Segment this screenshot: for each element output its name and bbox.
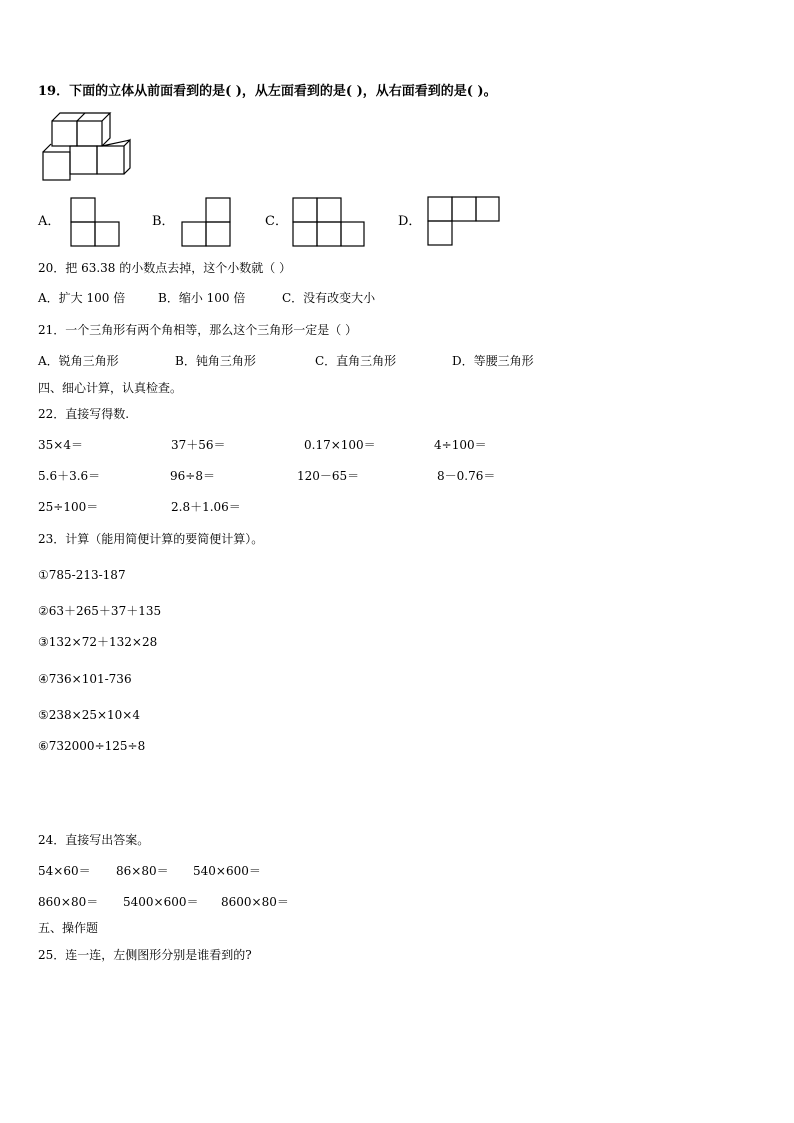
q24-item: 86×80＝: [116, 864, 169, 878]
q24-item: 540×600＝: [193, 864, 261, 878]
q19-option-c-label: C．: [265, 214, 288, 229]
q22-item: 25÷100＝: [38, 500, 99, 514]
q22-item: 37＋56＝: [171, 438, 226, 452]
q20-option-c: C．没有改变大小: [282, 291, 376, 305]
q22-stem: 22．直接写得数.: [38, 407, 130, 421]
q21-option-c: C．直角三角形: [315, 354, 397, 368]
q23-item: ①785-213-187: [38, 568, 126, 582]
q19-option-a-figure: [70, 197, 120, 247]
q21-stem: 21．一个三角形有两个角相等，那么这个三角形一定是（ ）: [38, 323, 358, 337]
q23-item: ④736×101-736: [38, 672, 132, 686]
q19-option-d-label: D．: [398, 214, 422, 229]
q23-item: ⑥732000÷125÷8: [38, 739, 146, 753]
q19-stem: 19．下面的立体从前面看到的是( )，从左面看到的是( )，从右面看到的是( )。: [38, 84, 497, 99]
q24-item: 5400×600＝: [123, 895, 199, 909]
q23-item: ②63＋265＋37＋135: [38, 604, 162, 618]
q23-item: ⑤238×25×10×4: [38, 708, 140, 722]
q22-item: 5.6＋3.6＝: [38, 469, 101, 483]
q24-item: 860×80＝: [38, 895, 99, 909]
q22-item: 8－0.76＝: [437, 469, 496, 483]
q22-item: 35×4＝: [38, 438, 83, 452]
q20-stem: 20．把 63.38 的小数点去掉，这个小数就（ ）: [38, 261, 292, 275]
q22-item: 120－65＝: [297, 469, 360, 483]
q24-item: 8600×80＝: [221, 895, 289, 909]
q24-item: 54×60＝: [38, 864, 91, 878]
q19-option-c-figure: [292, 197, 365, 247]
q25-stem: 25．连一连，左侧图形分别是谁看到的?: [38, 948, 252, 962]
q23-item: ③132×72＋132×28: [38, 635, 158, 649]
q19-option-b-label: B．: [152, 214, 175, 229]
q19-option-b-figure: [181, 197, 231, 247]
q22-item: 0.17×100＝: [304, 438, 376, 452]
cube-solid-figure: [40, 112, 135, 184]
q20-option-a: A．扩大 100 倍: [38, 291, 126, 305]
q22-item: 2.8＋1.06＝: [171, 500, 241, 514]
q20-option-b: B．缩小 100 倍: [158, 291, 246, 305]
q23-stem: 23．计算（能用简便计算的要简便计算）。: [38, 532, 264, 546]
section-4-heading: 四、细心计算，认真检查。: [38, 381, 183, 395]
q22-item: 96÷8＝: [170, 469, 215, 483]
q21-option-b: B．钝角三角形: [175, 354, 256, 368]
q21-option-a: A．锐角三角形: [38, 354, 119, 368]
section-5-heading: 五、操作题: [38, 921, 99, 935]
q21-option-d: D．等腰三角形: [452, 354, 534, 368]
q19-option-d-figure: [427, 196, 500, 246]
q24-stem: 24．直接写出答案。: [38, 833, 150, 847]
q22-item: 4÷100＝: [434, 438, 487, 452]
q19-option-a-label: A．: [38, 214, 61, 229]
